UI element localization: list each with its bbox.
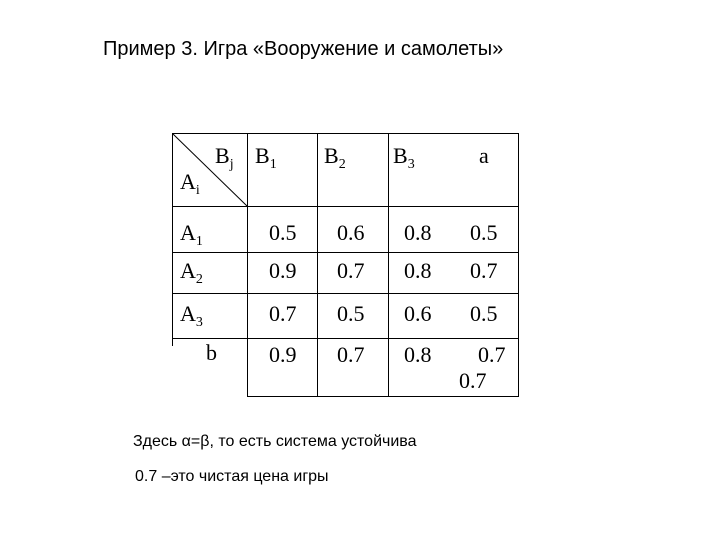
row-label: $A_2$ xyxy=(180,258,203,287)
table-cell: 0.9 xyxy=(269,342,297,367)
payoff-table xyxy=(172,133,519,397)
slide-title: Пример 3. Игра «Вооружение и самолеты» xyxy=(103,38,504,60)
table-cell: 0.9 xyxy=(269,258,297,283)
corner-label-columns: $B_j$ xyxy=(215,143,234,172)
table-cell: 0.7 xyxy=(470,258,498,283)
table-cell: 0.6 xyxy=(337,220,365,245)
table-column-divider xyxy=(317,133,318,397)
column-header: $B_2$ xyxy=(324,143,346,172)
table-border-right xyxy=(518,133,519,397)
note-stability: Здесь α=β, то есть система устойчива xyxy=(133,433,417,450)
table-cell: 0.8 xyxy=(404,258,432,283)
table-cell: 0.5 xyxy=(269,220,297,245)
table-cell-extra: 0.7 xyxy=(459,368,487,393)
table-row-divider xyxy=(172,252,519,253)
row-label: $A_3$ xyxy=(180,301,203,330)
table-row-divider xyxy=(172,293,519,294)
table-cell: 0.7 xyxy=(269,301,297,326)
table-cell: 0.5 xyxy=(337,301,365,326)
row-label: $A_1$ xyxy=(180,220,203,249)
table-cell: 0.5 xyxy=(470,220,498,245)
column-header: a xyxy=(479,143,489,168)
table-cell: 0.7 xyxy=(337,258,365,283)
table-cell: 0.6 xyxy=(404,301,432,326)
row-label: b xyxy=(206,340,217,365)
table-cell: 0.5 xyxy=(470,301,498,326)
table-cell: 0.7 xyxy=(337,342,365,367)
table-row-divider xyxy=(172,338,519,339)
column-header: $B_3$ xyxy=(393,143,415,172)
column-header: $B_1$ xyxy=(255,143,277,172)
table-column-divider xyxy=(388,133,389,397)
table-cell: 0.8 xyxy=(404,220,432,245)
corner-label-rows: $A_i$ xyxy=(180,169,200,198)
note-game-value: 0.7 –это чистая цена игры xyxy=(135,468,329,485)
table-cell: 0.8 xyxy=(404,342,432,367)
table-cell: 0.7 xyxy=(478,342,506,367)
table-border-bottom xyxy=(247,396,519,397)
